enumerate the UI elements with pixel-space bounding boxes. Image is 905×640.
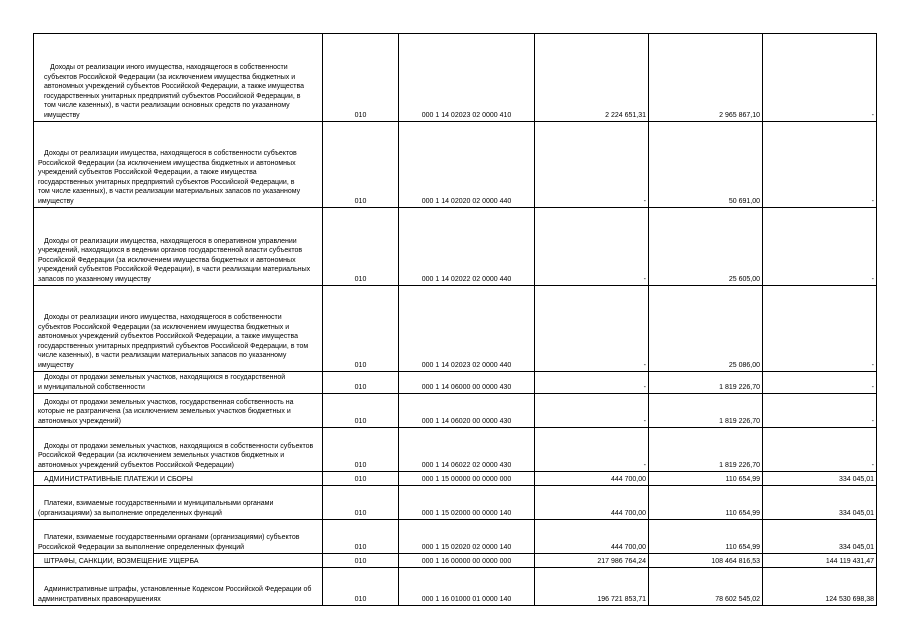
kbk-code-cell: 000 1 14 02023 02 0000 410: [399, 34, 535, 122]
unexecuted-cell: 124 530 698,38: [763, 568, 877, 606]
section-title-cell: ШТРАФЫ, САНКЦИИ, ВОЗМЕЩЕНИЕ УЩЕРБА: [34, 554, 323, 568]
kbk-code-cell: 000 1 15 02000 00 0000 140: [399, 486, 535, 520]
row-name-text: Доходы от реализации имущества, находящегося в оперативном управлении учреждений, находящихся в ведении органов государственной власти субъектов Российской Федерации (за исключением имущества бюджетных и автономных учреждений субъектов Российской Федерации), в части реализации материальных запасов по указанному имуществу: [38, 237, 311, 283]
approved-cell: 444 700,00: [535, 486, 649, 520]
row-name-cell: [34, 122, 323, 208]
executed-cell: 1 819 226,70: [649, 428, 763, 472]
approved-cell: -: [535, 286, 649, 372]
executed-cell: 2 965 867,10: [649, 34, 763, 122]
row-name-text: Доходы от реализации иного имущества, находящегося в собственности субъектов Российской Федерации (за исключением имущества бюджетных и автономных учреждений субъектов Российской Федерации, а также имущества государственных унитарных предприятий субъектов Российской Федерации, в том числе казенных), в части реализации материальных запасов по указанному имуществу: [38, 314, 309, 369]
row-name-text: Платежи, взимаемые государственными и муниципальными органами (организациями) за выполнение определенных функций: [38, 500, 274, 517]
row-name-text: Доходы от продажи земельных участков, находящихся в государственной и муниципальной собственности: [38, 374, 286, 391]
line-code-cell: 010: [323, 394, 399, 428]
line-code-cell: 010: [323, 372, 399, 394]
executed-cell: 110 654,99: [649, 472, 763, 486]
approved-cell: -: [535, 428, 649, 472]
row-name-cell: [34, 286, 323, 372]
unexecuted-cell: -: [763, 286, 877, 372]
kbk-code-cell: 000 1 14 06022 02 0000 430: [399, 428, 535, 472]
table-row: [34, 34, 877, 122]
unexecuted-cell: -: [763, 394, 877, 428]
approved-cell: 444 700,00: [535, 520, 649, 554]
unexecuted-cell: 334 045,01: [763, 486, 877, 520]
section-title-cell: АДМИНИСТРАТИВНЫЕ ПЛАТЕЖИ И СБОРЫ: [34, 472, 323, 486]
table-row: [34, 428, 877, 472]
line-code-cell: 010: [323, 428, 399, 472]
approved-cell: 444 700,00: [535, 472, 649, 486]
kbk-code-cell: 000 1 16 00000 00 0000 000: [399, 554, 535, 568]
unexecuted-cell: -: [763, 122, 877, 208]
unexecuted-cell: -: [763, 208, 877, 286]
row-name-cell: [34, 428, 323, 472]
executed-cell: 1 819 226,70: [649, 372, 763, 394]
unexecuted-cell: 334 045,01: [763, 472, 877, 486]
kbk-code-cell: 000 1 14 06000 00 0000 430: [399, 372, 535, 394]
table-row: [34, 372, 877, 394]
executed-cell: 110 654,99: [649, 520, 763, 554]
row-name-text: Доходы от продажи земельных участков, находящихся в собственности субъектов Российской Федерации (за исключением земельных участков бюджетных и автономных учреждений субъектов Российской Федерации): [38, 442, 314, 469]
row-name-text: Доходы от реализации имущества, находящегося в собственности субъектов Российской Федерации (за исключением имущества бюджетных и автономных учреждений субъектов Российской Федерации, а также имущества государственных унитарных предприятий субъектов Российской Федерации, в том числе казенных), в части реализации материальных запасов по указанному имуществу: [38, 150, 301, 205]
table-row: [34, 472, 877, 486]
executed-cell: 25 605,00: [649, 208, 763, 286]
row-name-cell: [34, 520, 323, 554]
budget-income-table: [33, 33, 877, 606]
table-row: [34, 208, 877, 286]
row-name-cell: [34, 394, 323, 428]
row-name-text: Доходы от реализации иного имущества, находящегося в собственности субъектов Российской Федерации (за исключением имущества бюджетных и автономных учреждений субъектов Российской Федерации, а также имущества государственных унитарных предприятий субъектов Российской Федерации, в том числе казенных), в части реализации основных средств по указанному имуществу: [44, 64, 305, 119]
approved-cell: 217 986 764,24: [535, 554, 649, 568]
unexecuted-cell: -: [763, 428, 877, 472]
line-code-cell: 010: [323, 34, 399, 122]
executed-cell: 78 602 545,02: [649, 568, 763, 606]
approved-cell: -: [535, 122, 649, 208]
table-row: [34, 520, 877, 554]
executed-cell: 50 691,00: [649, 122, 763, 208]
kbk-code-cell: 000 1 16 01000 01 0000 140: [399, 568, 535, 606]
kbk-code-cell: 000 1 14 02022 02 0000 440: [399, 208, 535, 286]
unexecuted-cell: 334 045,01: [763, 520, 877, 554]
unexecuted-cell: -: [763, 34, 877, 122]
line-code-cell: 010: [323, 286, 399, 372]
kbk-code-cell: 000 1 14 02020 02 0000 440: [399, 122, 535, 208]
line-code-cell: 010: [323, 122, 399, 208]
unexecuted-cell: -: [763, 372, 877, 394]
executed-cell: 25 086,00: [649, 286, 763, 372]
line-code-cell: 010: [323, 472, 399, 486]
executed-cell: 110 654,99: [649, 486, 763, 520]
line-code-cell: 010: [323, 554, 399, 568]
line-code-cell: 010: [323, 208, 399, 286]
table-row: [34, 394, 877, 428]
kbk-code-cell: 000 1 14 02023 02 0000 440: [399, 286, 535, 372]
row-name-cell: [34, 486, 323, 520]
kbk-code-cell: 000 1 15 02020 02 0000 140: [399, 520, 535, 554]
table-row: [34, 486, 877, 520]
table-row: [34, 568, 877, 606]
row-name-text: Административные штрафы, установленные Кодексом Российской Федерации об административных правонарушениях: [38, 586, 312, 603]
executed-cell: 108 464 816,53: [649, 554, 763, 568]
row-name-cell: [34, 208, 323, 286]
approved-cell: -: [535, 372, 649, 394]
line-code-cell: 010: [323, 486, 399, 520]
line-code-cell: 010: [323, 568, 399, 606]
approved-cell: 196 721 853,71: [535, 568, 649, 606]
row-name-cell: [34, 34, 323, 122]
row-name-cell: [34, 372, 323, 394]
unexecuted-cell: 144 119 431,47: [763, 554, 877, 568]
approved-cell: 2 224 651,31: [535, 34, 649, 122]
kbk-code-cell: 000 1 15 00000 00 0000 000: [399, 472, 535, 486]
line-code-cell: 010: [323, 520, 399, 554]
approved-cell: -: [535, 394, 649, 428]
table-row: [34, 122, 877, 208]
kbk-code-cell: 000 1 14 06020 00 0000 430: [399, 394, 535, 428]
row-name-text: Доходы от продажи земельных участков, государственная собственность на которые не разграничена (за исключением земельных участков бюджетных и автономных учреждений): [38, 398, 294, 425]
approved-cell: -: [535, 208, 649, 286]
table-row: [34, 554, 877, 568]
executed-cell: 1 819 226,70: [649, 394, 763, 428]
row-name-cell: [34, 568, 323, 606]
row-name-text: Платежи, взимаемые государственными органами (организациями) субъектов Российской Федерации за выполнение определенных функций: [38, 534, 300, 551]
table-row: [34, 286, 877, 372]
